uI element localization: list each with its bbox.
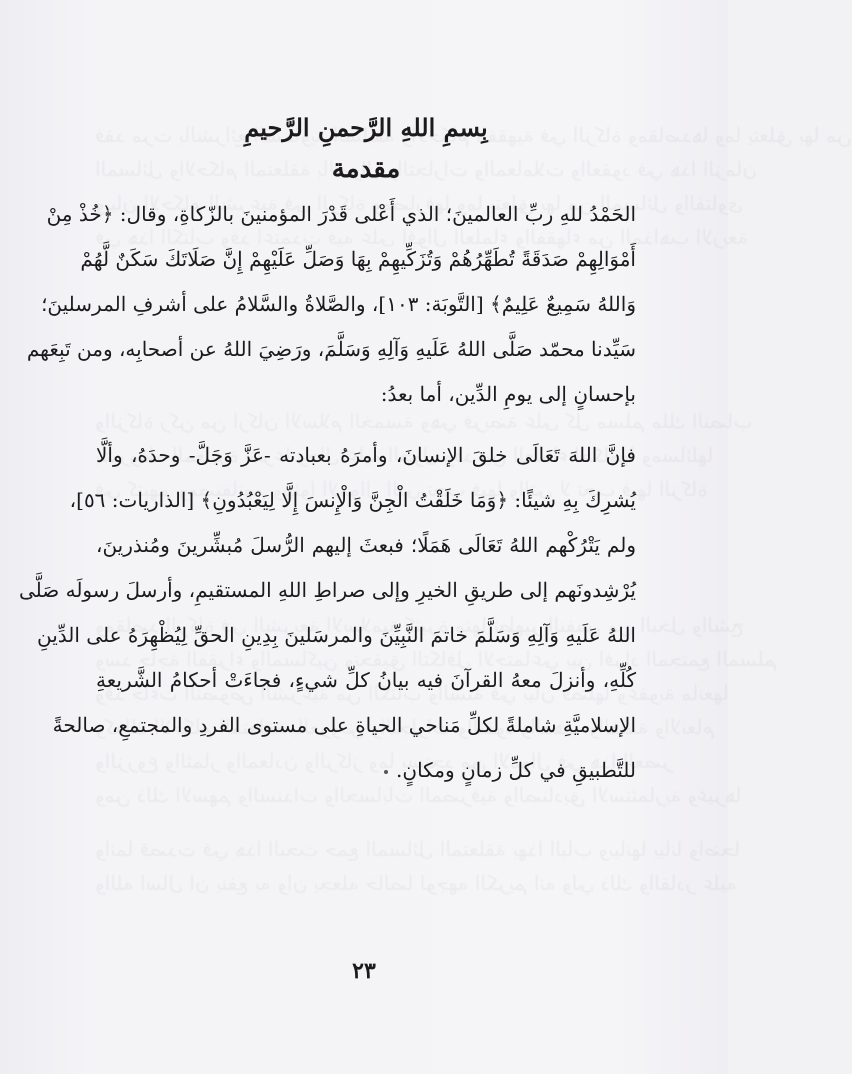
text-line: يُرْشِدونَهم إلى طريقِ الخيرِ وإلى صراطِ اللهِ المستقيمِ، وأرسلَ رسولَه صَلَّى xyxy=(18,578,636,602)
text-line: اللهُ عَلَيهِ وَآلِهِ وَسَلَّمَ خاتمَ النَّبِيِّنَ والمرسَلينَ بِدِينِ الحقِّ لِيُظْهِرَهُ على الدِّينِ xyxy=(36,623,636,647)
text-line: فإنَّ اللهَ تَعَالَى خلقَ الإنسانَ، وأمرَهُ بعبادته -عَزَّ وَجَلَّ- وحدَهُ، وألَّا xyxy=(96,443,636,467)
text-line: الحَمْدُ للهِ ربِّ العالمينَ؛ الذي أَعْلى قَدْرَ المؤمنينَ بالزّكاةِ، وقال: ﴿خُذْ مِنْ xyxy=(46,202,636,226)
text-line: سَيِّدنا محمّد صَلَّى اللهُ عَلَيهِ وَآلِهِ وَسَلَّمَ، ورَضِيَ اللهُ عن أصحابِه، ومن تَبِعَهم xyxy=(26,337,636,361)
text-line xyxy=(96,748,636,793)
text-line: أَمْوَالِهِمْ صَدَقَةً تُطَهِّرُهُمْ وَتُزَكِّيهِمْ بِهَا وَصَلِّ عَلَيْهِمْ إِنَّ صَلَاتَكَ سَكَنٌ لَّهُمْ xyxy=(80,247,636,271)
show-through-text xyxy=(95,832,695,866)
show-through-text xyxy=(95,866,695,900)
text-line: كُلِّهِ، وأنزلَ معهُ القرآنَ فيه بيانُ كلِّ شيءٍ، فجاءَتْ أحكامُ الشَّريعةِ xyxy=(96,668,636,692)
text-line-content: للتَّطبيقِ في كلِّ زمانٍ ومكانٍ. xyxy=(396,758,636,782)
text-line: ولم يَتْرُكْهم اللهُ تَعَالَى هَمَلًا؛ فبعثَ إليهم الرُّسلَ مُبشِّرينَ ومُنذرينَ، xyxy=(96,533,636,557)
paragraph-2 xyxy=(18,433,636,793)
text-line: بإحسانٍ إلى يومِ الدِّين، أما بعدُ: xyxy=(380,382,636,406)
page-number: ٢٣ xyxy=(352,958,376,984)
page-content xyxy=(18,100,636,793)
section-heading: مقدمة xyxy=(331,154,401,184)
ink-dot xyxy=(384,770,388,774)
paragraph-1 xyxy=(26,192,636,417)
text-line: وَاللهُ سَمِيعٌ عَلِيمٌ﴾ [التَّوبَة: ١٠٣]، والصَّلاةُ والسَّلامُ على أشرفِ المرسلينَ؛ xyxy=(41,292,636,316)
basmala: بِسمِ اللهِ الرَّحمنِ الرَّحيمِ xyxy=(244,113,488,142)
text-line: يُشرِكَ بِهِ شيئًا: ﴿وَمَا خَلَقْتُ الْجِنَّ وَالْإِنسَ إِلَّا لِيَعْبُدُونِ﴾ [الذاريات: ٥٦]، xyxy=(69,488,636,512)
text-line: الإسلاميَّةِ شاملةً لكلِّ مَناحي الحياةِ على مستوى الفردِ والمجتمعِ، صالحةً xyxy=(52,713,636,737)
paragraph-gap xyxy=(96,417,636,433)
